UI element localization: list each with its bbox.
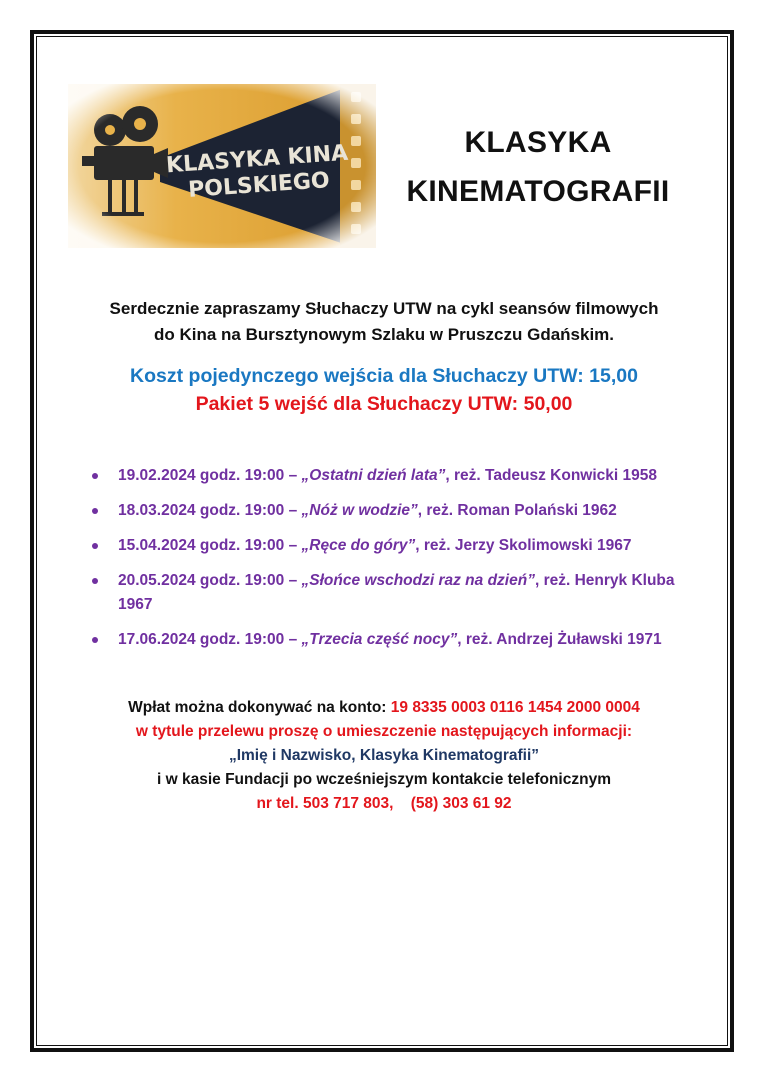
- film-camera-logo-image: [68, 84, 376, 248]
- invitation-text: [60, 296, 708, 348]
- intro-line2: do Kina na Bursztynowym Szlaku w Pruszczu Gdańskim.: [153, 325, 615, 344]
- single-entry-price: Koszt pojedynczego wejścia dla Słuchaczy UTW: 15,00: [130, 365, 638, 387]
- list-item: [90, 628, 710, 652]
- title-line2: KINEMATOGRAFII: [406, 175, 670, 208]
- film-director: , reż. Andrzej Żuławski 1971: [457, 631, 662, 648]
- account-label: Wpłat można dokonywać na konto:: [128, 699, 391, 716]
- account-number: 19 8335 0003 0116 1454 2000 0004: [390, 699, 640, 716]
- film-director: , reż. Tadeusz Konwicki 1958: [445, 467, 658, 484]
- bullet-icon: [92, 508, 98, 514]
- film-director: , reż. Jerzy Skolimowski 1967: [415, 537, 632, 554]
- film-title: „Trzecia część nocy”: [301, 631, 458, 648]
- title-line1: KLASYKA: [464, 126, 612, 159]
- film-title: „Ręce do góry”: [301, 537, 416, 554]
- screening-date: 15.04.2024 godz. 19:00 –: [118, 537, 302, 554]
- screening-date: 17.06.2024 godz. 19:00 –: [118, 631, 302, 648]
- intro-line1: Serdecznie zapraszamy Słuchaczy UTW na cykl seansów filmowych: [109, 299, 659, 318]
- film-director: , reż. Henryk Kluba 1967: [118, 572, 675, 613]
- bullet-icon: [92, 578, 98, 584]
- transfer-title: „Imię i Nazwisko, Klasyka Kinematografii”: [228, 747, 540, 764]
- list-item: [90, 569, 710, 617]
- film-director: , reż. Roman Polański 1962: [417, 502, 617, 519]
- klasyka-kina-logo: [68, 84, 376, 248]
- screening-date: 20.05.2024 godz. 19:00 –: [118, 572, 302, 589]
- bullet-icon: [92, 473, 98, 479]
- bullet-icon: [92, 543, 98, 549]
- list-item: [90, 534, 710, 558]
- cashier-note: i w kasie Fundacji po wcześniejszym kontakcie telefonicznym: [157, 771, 611, 788]
- account-line: [60, 696, 708, 720]
- film-title: „Słońce wschodzi raz na dzień”: [301, 572, 535, 589]
- list-item: [90, 464, 710, 488]
- price-info: [60, 362, 708, 418]
- screening-list: [90, 464, 710, 663]
- film-title: „Ostatni dzień lata”: [301, 467, 446, 484]
- bullet-icon: [92, 637, 98, 643]
- list-item: [90, 499, 710, 523]
- transfer-note: w tytule przelewu proszę o umieszczenie następujących informacji:: [135, 723, 633, 740]
- phone-numbers: nr tel. 503 717 803, (58) 303 61 92: [256, 795, 512, 812]
- screening-date: 19.02.2024 godz. 19:00 –: [118, 467, 302, 484]
- film-title: „Nóż w wodzie”: [301, 502, 418, 519]
- package-price: Pakiet 5 wejść dla Słuchaczy UTW: 50,00: [195, 393, 573, 415]
- screening-date: 18.03.2024 godz. 19:00 –: [118, 502, 302, 519]
- page-title: [388, 118, 688, 216]
- payment-info: [60, 696, 708, 816]
